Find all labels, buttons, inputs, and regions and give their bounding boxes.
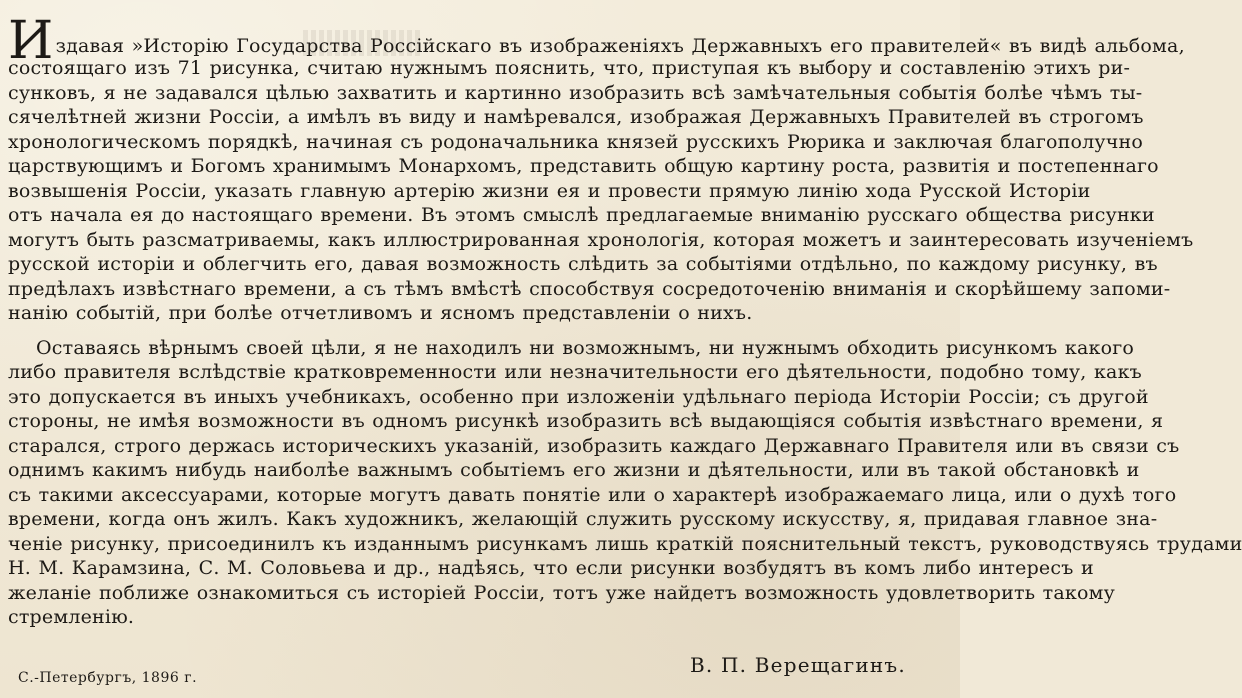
text-line: сячелѣтней жизни Россіи, а имѣлъ въ виду и намѣревался, изображая Державныхъ Правителей въ строгомъ [8,106,1144,128]
paragraph-1 [8,11,1194,326]
text-line: Н. М. Карамзина, С. М. Соловьева и др., надѣясь, что если рисунки возбудятъ въ комъ либо интересъ и [8,557,1094,579]
text-line: хронологическомъ порядкѣ, начиная съ родоначальника князей русскихъ Рюрика и заключая благополучно [8,130,1144,153]
place-and-date: С.-Петербургъ, 1896 г. [18,670,198,686]
text-line: либо правителя вслѣдствіе кратковременности или незначительности его дѣятельности, подобно тому, какъ [8,361,1142,383]
text-line: съ такими аксессуарами, которые могутъ давать понятіе или о характерѣ изображаемаго лица, или о духѣ того [8,483,1177,506]
text-line: отъ начала ея до настоящаго времени. Въ этомъ смыслѣ предлагаемые вниманію русскаго общества рисунки [8,204,1155,226]
text-line: старался, строго держась историческихъ указаній, изобразить каждаго Державнаго Правителя или въ связи съ [8,434,1180,457]
text-line: сунковъ, я не задавался цѣлью захватить и картинно изобразить всѣ замѣчательныя событія болѣе чѣмъ ты- [8,81,1143,104]
first-line-text: здавая »Исторію Государства Россійскаго въ изображеніяхъ Державныхъ его правителей« въ видѣ альбома, [55,35,1185,57]
preface-text [8,11,1242,630]
paragraph-2 [8,336,1242,630]
drop-cap: И [8,11,54,71]
text-line: это допускается въ иныхъ учебникахъ, особенно при изложеніи удѣльнаго періода Исторіи Россіи; съ другой [8,385,1149,408]
text-line: царствующимъ и Богомъ хранимымъ Монархомъ, представить общую картину роста, развитія и постепеннаго [8,155,1159,177]
text-line: ченіе рисунку, присоединилъ къ изданнымъ рисункамъ лишь краткій пояснительный текстъ, руководствуясь трудами [8,532,1242,555]
text-line: русской исторіи и облегчить его, давая возможность слѣдить за событіями отдѣльно, по каждому рисунку, въ [8,253,1158,275]
text-line: времени, когда онъ жилъ. Какъ художникъ, желающій служить русскому искусству, я, придавая главное зна- [8,508,1158,530]
text-line: предѣлахъ извѣстнаго времени, а съ тѣмъ вмѣстѣ способствуя сосредоточенію вниманія и скорѣйшему запоми- [8,277,1171,300]
text-line: стороны, не имѣя возможности въ одномъ рисункѣ изобразить всѣ выдающіяся событія извѣстнаго времени, я [8,410,1164,432]
text-line: однимъ какимъ нибудь наиболѣе важнымъ событіемъ его жизни и дѣятельности, или въ такой обстановкѣ и [8,459,1140,481]
text-line: нанію событій, при болѣе отчетливомъ и ясномъ представленіи о нихъ. [8,302,753,324]
text-line: желаніе поближе ознакомиться съ исторіей Россіи, тотъ уже найдетъ возможность удовлетворить такому [8,581,1115,604]
text-line: Оставаясь вѣрнымъ своей цѣли, я не находилъ ни возможнымъ, ни нужнымъ обходить рисункомъ какого [36,336,1134,359]
text-line: возвышенія Россіи, указать главную артерію жизни ея и провести прямую линію хода Русской Исторіи [8,179,1091,202]
text-line: стремленію. [8,606,135,628]
paragraph-gap [8,326,1008,336]
text-line: могутъ быть разсматриваемы, какъ иллюстрированная хронологія, которая можетъ и заинтересовать изученіемъ [8,228,1194,251]
author-signature: В. П. Верещагинъ. [690,653,906,677]
text-line: состоящаго изъ 71 рисунка, считаю нужнымъ пояснить, что, приступая къ выбору и составленію этихъ ри- [8,57,1131,79]
